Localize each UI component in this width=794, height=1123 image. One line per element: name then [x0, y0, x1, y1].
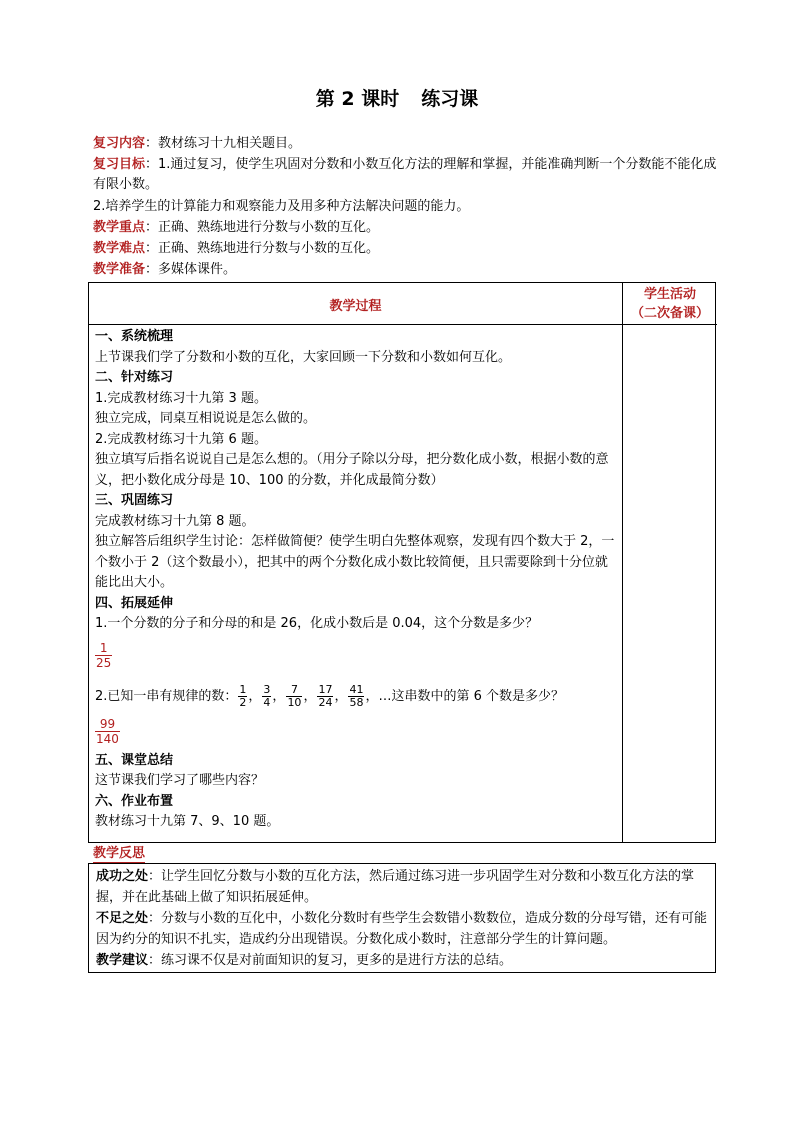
review-content-label: 复习内容: [93, 136, 146, 151]
difficulty-label: 教学难点: [93, 241, 146, 256]
page-title: [0, 84, 794, 111]
suggestion-label: 教学建议: [96, 953, 149, 968]
paragraph: 独立填写后指名说说自己是怎么想的。（用分子除以分母，把分数化成小数，根据小数的意义，把小数化成分母是 10、100 的分数，并化成最简分数）: [95, 452, 609, 488]
question-2-suffix: ，…这串数中的第 6 个数是多少？: [365, 689, 565, 704]
review-content-text: ：教材练习十九相关题目。: [145, 136, 302, 151]
header-divider: [89, 324, 717, 325]
paragraph: 1.完成教材练习十九第 3 题。: [95, 390, 267, 406]
reflection-success: [96, 866, 708, 908]
lesson-number: 第 2 课时: [315, 88, 400, 110]
review-goal-2: 2.培养学生的计算能力和观察能力及用多种方法解决问题的能力。: [93, 199, 470, 214]
paragraph: 这节课我们学习了哪些内容？: [95, 773, 265, 788]
suggestion-text: ：练习课不仅是对前面知识的复习，更多的是进行方法的总结。: [148, 953, 513, 968]
paragraph: 上节课我们学了分数和小数的互化，大家回顾一下分数和小数如何互化。: [95, 349, 512, 365]
shortfall-text: ：分数与小数的互化中，小数化分数时有些学生会数错小数数位，造成分数的分母写错，还有可能因为约分的知识不扎实，造成约分出现错误。分数化成小数时，注意部分学生的计算问题。: [96, 911, 708, 947]
question-2: 2.已知一串有规律的数： $\frac{1}{2}$ ， $\frac{3}{4}$ ， $\frac{7}{10}$ ， $\frac{17}{24}$ ， $\frac{41}{58}$ ，…这串数中的第 6 个数是多少？: [95, 683, 565, 709]
answer-1: [95, 641, 617, 675]
question-2-prefix: 2.已知一串有规律的数：: [95, 689, 238, 704]
fraction: $\frac{17}{24}$: [318, 683, 333, 709]
preparation-text: ：多媒体课件。: [145, 262, 237, 277]
key-point: [93, 218, 718, 238]
teaching-process-table: [88, 282, 716, 843]
success-label: 成功之处: [96, 869, 149, 884]
section-title: 四、拓展延伸: [95, 595, 174, 611]
section-title: 三、巩固练习: [95, 493, 174, 508]
paragraph: 2.完成教材练习十九第 6 题。: [95, 431, 267, 447]
answer-1-fraction: [95, 641, 112, 670]
answer-2-denominator: 140: [96, 732, 119, 746]
teaching-process-content: [95, 327, 617, 833]
success-text: ：让学生回忆分数与小数的互化方法，然后通过练习进一步巩固学生对分数和小数互化方法的掌握，并在此基础上做了知识拓展延伸。: [96, 869, 695, 905]
paragraph: 独立完成，同桌互相说说是怎么做的。: [95, 411, 317, 426]
reflection-shortfall: [96, 908, 708, 950]
section-title: 六、作业布置: [95, 793, 174, 809]
fraction: $\frac{3}{4}$: [263, 683, 271, 709]
paragraph: 完成教材练习十九第 8 题。: [95, 513, 255, 529]
fraction: $\frac{1}{2}$: [239, 683, 247, 709]
lesson-name: 练习课: [421, 88, 479, 110]
section-title: 一、系统梳理: [95, 329, 174, 344]
section-title: 五、课堂总结: [95, 752, 174, 768]
paragraph: 独立解答后组织学生讨论：怎样做简便？使学生明白先整体观察，发现有四个数大于 2，一个数小于 2（这个数最小），把其中的两个分数化成小数比较简便，且只需要除到十分位就能比出大小。: [95, 534, 615, 590]
question-1: 1.一个分数的分子和分母的和是 26，化成小数后是 0.04，这个分数是多少？: [95, 616, 539, 631]
preparation: [93, 260, 718, 280]
answer-2-numerator: 99: [95, 717, 120, 732]
header-teaching-process: 教学过程: [329, 299, 382, 314]
fraction: $\frac{41}{58}$: [349, 683, 364, 709]
review-goal-label: 复习目标: [93, 157, 146, 172]
answer-1-denominator: 25: [96, 655, 112, 670]
difficulty-text: ：正确、熟练地进行分数与小数的互化。: [145, 241, 380, 256]
preparation-label: 教学准备: [93, 262, 146, 277]
answer-2-fraction: [95, 717, 120, 746]
review-content: [93, 134, 718, 154]
header-student-activity: [623, 285, 717, 323]
answer-1-numerator: 1: [95, 641, 112, 656]
header-student-activity-line1: 学生活动: [643, 287, 696, 302]
reflection-heading: 教学反思: [93, 846, 146, 861]
difficulty: [93, 239, 718, 259]
fraction: $\frac{7}{10}$: [287, 683, 302, 709]
header-student-activity-line2: （二次备课）: [630, 306, 709, 321]
reflection-box: [88, 863, 716, 973]
shortfall-label: 不足之处: [96, 911, 149, 926]
answer-2: [95, 717, 617, 751]
key-point-text: ：正确、熟练地进行分数与小数的互化。: [145, 220, 380, 235]
review-goal: [93, 155, 718, 195]
paragraph: 教材练习十九第 7、9、10 题。: [95, 814, 280, 829]
column-divider: [622, 283, 623, 842]
section-title: 二、针对练习: [95, 370, 174, 385]
reflection-suggestion: [96, 950, 708, 971]
review-goal-text: ：1.通过复习，使学生巩固对分数和小数互化方法的理解和掌握，并能准确判断一个分数能不能化成有限小数。: [93, 157, 717, 192]
key-point-label: 教学重点: [93, 220, 146, 235]
